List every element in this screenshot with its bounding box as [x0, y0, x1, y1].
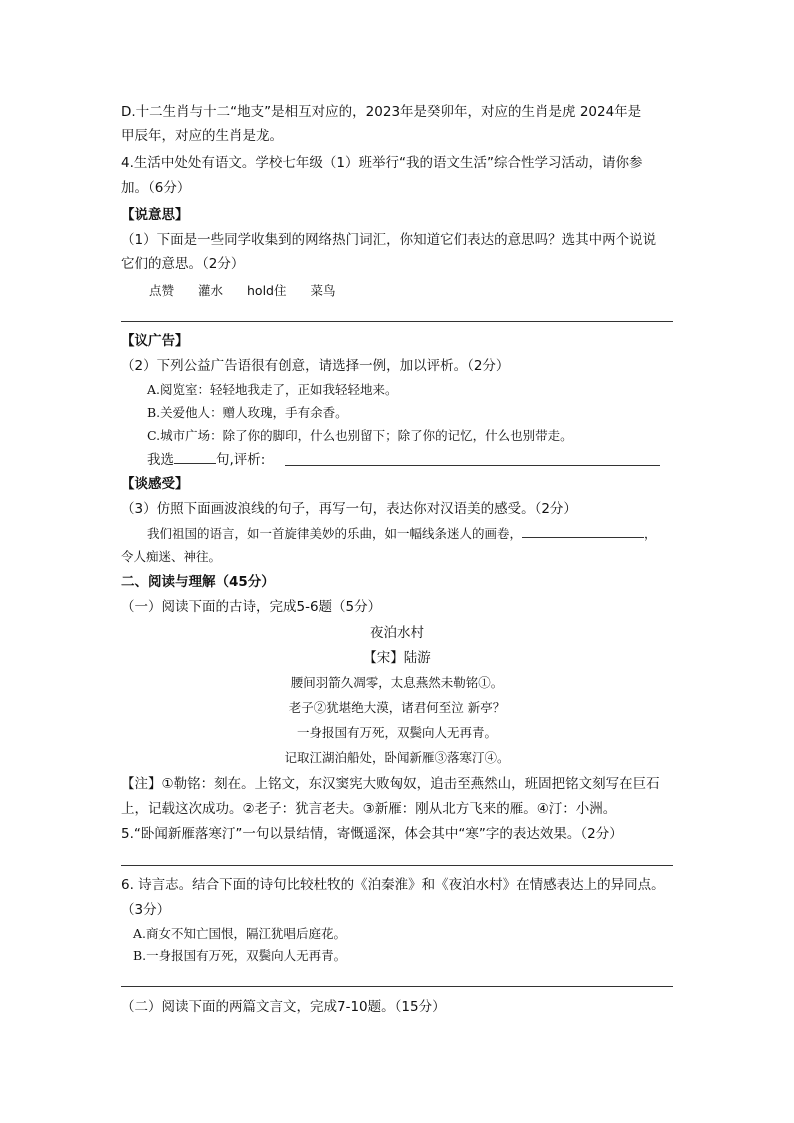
q4-3-stem: （3）仿照下面画波浪线的句子，再写一句，表达你对汉语美的感受。（2分）: [121, 501, 577, 517]
poem-title: 夜泊水村: [370, 625, 424, 641]
q6-option-a: A.商女不知亡国恨，隔江犹唱后庭花。: [133, 926, 347, 941]
tanganshou-heading: 【谈感受】: [121, 476, 189, 492]
imitation-blank[interactable]: [522, 537, 644, 538]
poem-line-3: 一身报国有万死，双鬓向人无再青。: [296, 725, 497, 740]
poem-line-4: 记取江湖泊船处，卧闻新雁③落寒汀④。: [284, 750, 510, 765]
answer-line-q4-1: [121, 321, 673, 322]
hot-terms-list: [149, 283, 335, 298]
choice-blank[interactable]: [174, 463, 216, 464]
q3-option-d-line2: 甲辰年，对应的生肖是龙。: [121, 128, 283, 144]
q4-2-stem: （2）下列公益广告语很有创意，请选择一例，加以评析。（2分）: [121, 358, 510, 374]
yiguanggao-heading: 【议广告】: [121, 333, 189, 349]
comment-blank[interactable]: [285, 465, 660, 466]
question-6-line1: 6. 诗言志。结合下面的诗句比较杜牧的《泊秦淮》和《夜泊水村》在情感表达上的异同点。: [121, 877, 665, 893]
section2-heading: 二、阅读与理解（45分）: [121, 574, 275, 590]
shuoyisi-heading: 【说意思】: [121, 207, 189, 223]
part1-heading: （一）阅读下面的古诗，完成5-6题（5分）: [121, 599, 382, 615]
term-item: 灌水: [198, 283, 224, 298]
ad-option-a: A.阅览室：轻轻地我走了，正如我轻轻地来。: [147, 382, 398, 397]
poem-note-line1: 【注】①勒铭：刻在。上铭文，东汉窦宪大败匈奴，追击至燕然山，班固把铭文刻写在巨石: [121, 776, 660, 792]
q4-1-stem-line1: （1）下面是一些同学收集到的网络热门词汇，你知道它们表达的意思吗？选其中两个说说: [121, 232, 657, 248]
term-item: 菜鸟: [310, 283, 336, 298]
term-item: 点赞: [149, 283, 175, 298]
q3-option-d-line1: D.十二生肖与十二“地支”是相互对应的，2023年是癸卯年，对应的生肖是虎 2024年是: [121, 104, 642, 120]
answer-line-q5[interactable]: [121, 865, 673, 866]
choose-answer-line: [147, 452, 265, 468]
term-item: hold住: [247, 283, 287, 298]
q4-intro-line1: 4.生活中处处有语文。学校七年级（1）班举行“我的语文生活”综合性学习活动，请你参: [121, 155, 643, 171]
ad-option-b: B.关爱他人：赠人玫瑰，手有余香。: [147, 405, 348, 420]
q4-3-sentence-text: 我们祖国的语言，如一首旋律美妙的乐曲，如一幅线条迷人的画卷，: [147, 526, 523, 541]
choose-prefix: 我选: [147, 452, 174, 468]
q4-3-sentence-line1: [147, 526, 657, 541]
poem-line-1: 腰间羽箭久凋零，太息燕然未勒铭①。: [290, 675, 504, 690]
poem-author: 【宋】陆游: [363, 650, 431, 666]
poem-line-2: 老子②犹堪绝大漠，诸君何至泣 新亭？: [288, 700, 506, 715]
poem-note-line2: 上，记载这次成功。②老子：犹言老夫。③新雁：刚从北方飞来的雁。④汀：小洲。: [121, 801, 617, 817]
part2-heading: （二）阅读下面的两篇文言文，完成7-10题。（15分）: [121, 999, 446, 1015]
answer-line-q6[interactable]: [121, 986, 673, 987]
q4-intro-line2: 加。（6分）: [121, 180, 191, 196]
q4-1-stem-line2: 它们的意思。（2分）: [121, 256, 245, 272]
q6-option-b: B.一身报国有万死，双鬓向人无再青。: [133, 948, 347, 963]
question-5: 5.“卧闻新雁落寒汀”一句以景结情，寄慨遥深，体会其中“寒”字的表达效果。（2分）: [121, 826, 623, 842]
q4-3-sentence-line2: 令人痴迷、神往。: [121, 549, 222, 564]
question-6-line2: （3分）: [121, 902, 171, 918]
choose-middle: 句,评析:: [216, 452, 266, 468]
ad-option-c: C.城市广场：除了你的脚印，什么也别留下；除了你的记忆，什么也别带走。: [147, 428, 573, 443]
q4-3-sentence-comma: ，: [644, 526, 657, 541]
